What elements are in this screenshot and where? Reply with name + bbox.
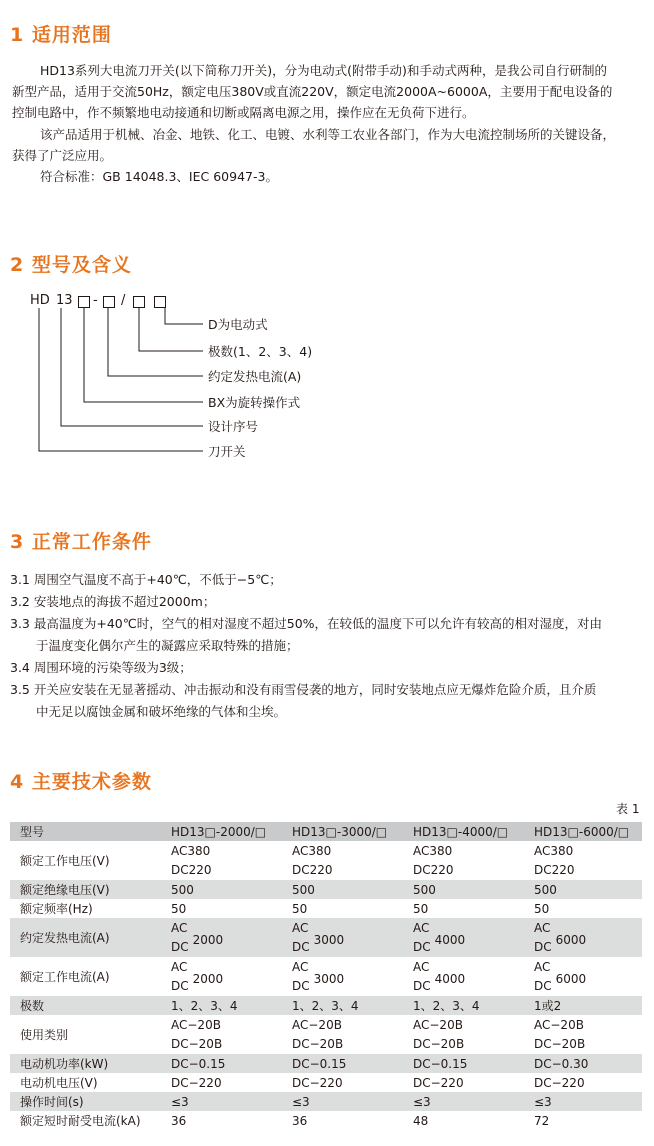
dc-label: DC — [292, 939, 310, 954]
cell-line: DC−20B — [413, 1036, 465, 1051]
cell-line: DC220 — [292, 862, 333, 877]
legend-item: BX为旋转操作式 — [208, 395, 301, 410]
ac-label: AC — [292, 920, 309, 935]
current-value: 2000 — [192, 971, 224, 986]
condition-item: 3.1 周围空气温度不高于+40℃，不低于−5℃； — [10, 572, 282, 587]
row-label: 额定短时耐受电流(kA) — [20, 1114, 141, 1128]
table-cell — [284, 841, 405, 880]
table-cell: DC−0.30 — [526, 1054, 642, 1073]
table-row — [10, 899, 642, 918]
table-row — [10, 1073, 642, 1092]
row-label: 约定发热电流(A) — [10, 918, 163, 957]
condition-item-cont: 于温度变化偶尔产生的凝露应采取特殊的措施； — [36, 638, 299, 653]
table-cell: 50 — [534, 901, 550, 916]
ac-label: AC — [292, 959, 309, 974]
table-cell: ≤3 — [405, 1092, 526, 1111]
spec-table — [10, 822, 642, 1130]
current-value: 6000 — [555, 971, 587, 986]
legend-item: 刀开关 — [208, 444, 246, 459]
row-label: 电动机功率(kW) — [10, 1054, 163, 1073]
section-title-conditions: 3 正常工作条件 — [10, 531, 152, 553]
cell-line: DC−20B — [292, 1036, 344, 1051]
row-label: 操作时间(s) — [10, 1092, 163, 1111]
dc-label: DC — [534, 939, 552, 954]
table-cell: DC−220 — [171, 1075, 222, 1090]
cell-line: DC−20B — [171, 1036, 223, 1051]
scope-paragraph-line: 该产品适用于机械、冶金、地铁、化工、电镀、水利等工农业各部门，作为大电流控制场所的关键设备， — [40, 127, 616, 142]
table-cell: 36 — [292, 1113, 308, 1128]
dc-label: DC — [171, 978, 189, 993]
table-cell — [284, 957, 405, 996]
table-cell: 500 — [405, 880, 526, 899]
row-label: 额定绝缘电压(V) — [10, 880, 163, 899]
cell-line: DC220 — [171, 862, 212, 877]
table-cell: ≤3 — [163, 1092, 284, 1111]
condition-item: 3.2 安装地点的海拔不超过2000m； — [10, 594, 216, 609]
scope-paragraph-line: 控制电路中，作不频繁地电动接通和切断或隔离电源之用，操作应在无负荷下进行。 — [12, 105, 475, 120]
table-row — [10, 1111, 642, 1130]
ac-label: AC — [534, 959, 551, 974]
cell-line: AC380 — [292, 843, 332, 858]
cell-line: AC380 — [171, 843, 211, 858]
dc-label: DC — [413, 978, 431, 993]
table-cell: DC−0.15 — [163, 1054, 284, 1073]
table-cell — [405, 918, 526, 957]
condition-item-cont: 中无足以腐蚀金属和破坏绝缘的气体和尘埃。 — [36, 704, 287, 719]
cell-line: DC220 — [534, 862, 575, 877]
condition-item: 3.4 周围环境的污染等级为3级； — [10, 660, 192, 675]
ac-label: AC — [171, 959, 188, 974]
table-cell: DC−220 — [413, 1075, 464, 1090]
table-cell — [405, 841, 526, 880]
current-value: 3000 — [313, 971, 345, 986]
table-cell: 36 — [171, 1113, 187, 1128]
section-title-model: 2 型号及含义 — [10, 254, 132, 276]
row-label: 电动机电压(V) — [20, 1076, 98, 1090]
table-cell — [163, 1015, 284, 1054]
table-cell: DC−220 — [534, 1075, 585, 1090]
cell-line: AC−20B — [413, 1017, 463, 1032]
table-cell — [284, 1015, 405, 1054]
table-cell: ≤3 — [284, 1092, 405, 1111]
dc-label: DC — [413, 939, 431, 954]
table-cell — [163, 957, 284, 996]
scope-paragraph-line: HD13系列大电流刀开关(以下简称刀开关)，分为电动式(附带手动)和手动式两种，是我公司自行研制的 — [40, 63, 607, 78]
table-cell — [163, 918, 284, 957]
table-cell — [526, 1015, 642, 1054]
table-cell: 1、2、3、4 — [284, 996, 405, 1015]
model-connector-lines — [0, 0, 654, 470]
cell-line: DC−20B — [534, 1036, 586, 1051]
table-cell: 50 — [171, 901, 187, 916]
table-row — [10, 841, 642, 880]
model-code-number: 13 — [56, 293, 73, 308]
table-cell — [526, 841, 642, 880]
scope-paragraph-line: 新型产品，适用于交流50Hz，额定电压380V或直流220V，额定电流2000A~6000A，主要用于配电设备的 — [12, 84, 613, 99]
condition-item: 3.3 最高温度为+40℃时，空气的相对湿度不超过50%，在较低的温度下可以允许有较高的相对湿度，对由 — [10, 616, 603, 631]
cell-line: AC−20B — [292, 1017, 342, 1032]
ac-label: AC — [413, 920, 430, 935]
ac-label: AC — [534, 920, 551, 935]
current-value: 6000 — [555, 932, 587, 947]
legend-item: 设计序号 — [208, 419, 259, 434]
ac-label: AC — [413, 959, 430, 974]
legend-item: D为电动式 — [208, 317, 268, 332]
table-cell: ≤3 — [526, 1092, 642, 1111]
current-value: 2000 — [192, 932, 224, 947]
header-cell: HD13□-6000/□ — [526, 822, 642, 841]
row-label: 额定工作电压(V) — [20, 854, 110, 868]
current-value: 4000 — [434, 971, 466, 986]
table-row — [10, 1015, 642, 1054]
table-cell: 50 — [413, 901, 429, 916]
header-cell: HD13□-3000/□ — [284, 822, 405, 841]
table-cell: 1或2 — [526, 996, 642, 1015]
table-cell: 72 — [534, 1113, 550, 1128]
table-row — [10, 1092, 642, 1111]
cell-line: AC−20B — [534, 1017, 584, 1032]
dc-label: DC — [292, 978, 310, 993]
table-cell — [163, 841, 284, 880]
table-row — [10, 1054, 642, 1073]
table-cell — [284, 918, 405, 957]
table-cell: 500 — [526, 880, 642, 899]
header-cell: HD13□-4000/□ — [405, 822, 526, 841]
row-label: 额定频率(Hz) — [20, 902, 93, 916]
table-cell — [405, 1015, 526, 1054]
legend-item: 约定发热电流(A) — [208, 369, 302, 384]
table-cell: DC−0.15 — [284, 1054, 405, 1073]
table-cell: 48 — [413, 1113, 429, 1128]
table-cell — [526, 918, 642, 957]
standard-line: 符合标准：GB 14048.3、IEC 60947-3。 — [40, 169, 278, 184]
table-cell — [526, 957, 642, 996]
table-caption: 表 1 — [616, 802, 640, 816]
dc-label: DC — [534, 978, 552, 993]
current-value: 4000 — [434, 932, 466, 947]
table-row — [10, 880, 642, 899]
table-cell: 500 — [284, 880, 405, 899]
table-row — [10, 996, 642, 1015]
model-code-slash: / — [121, 293, 126, 308]
section-title-params: 4 主要技术参数 — [10, 771, 152, 793]
table-cell: 1、2、3、4 — [163, 996, 284, 1015]
current-value: 3000 — [313, 932, 345, 947]
cell-line: AC−20B — [171, 1017, 221, 1032]
section-title-scope: 1 适用范围 — [10, 24, 112, 46]
header-cell: 型号 — [10, 822, 163, 841]
model-code-prefix: HD — [30, 293, 50, 308]
row-label: 使用类别 — [20, 1028, 69, 1042]
scope-paragraph-line: 获得了广泛应用。 — [12, 148, 113, 163]
table-cell: DC−220 — [292, 1075, 343, 1090]
row-label: 额定工作电流(A) — [20, 970, 110, 984]
model-code-dash: - — [93, 293, 98, 308]
condition-item: 3.5 开关应安装在无显著摇动、冲击振动和没有雨雪侵袭的地方，同时安装地点应无爆炸危险介质，且介质 — [10, 682, 597, 697]
legend-item: 极数(1、2、3、4) — [208, 344, 313, 359]
dc-label: DC — [171, 939, 189, 954]
table-header-row — [10, 822, 642, 841]
cell-line: DC220 — [413, 862, 454, 877]
table-cell: DC−0.15 — [405, 1054, 526, 1073]
cell-line: AC380 — [413, 843, 453, 858]
table-row — [10, 918, 642, 957]
table-cell — [405, 957, 526, 996]
table-cell: 50 — [292, 901, 308, 916]
table-cell: 500 — [163, 880, 284, 899]
row-label: 极数 — [10, 996, 163, 1015]
ac-label: AC — [171, 920, 188, 935]
header-cell: HD13□-2000/□ — [163, 822, 284, 841]
table-row — [10, 957, 642, 996]
table-cell: 1、2、3、4 — [405, 996, 526, 1015]
cell-line: AC380 — [534, 843, 574, 858]
